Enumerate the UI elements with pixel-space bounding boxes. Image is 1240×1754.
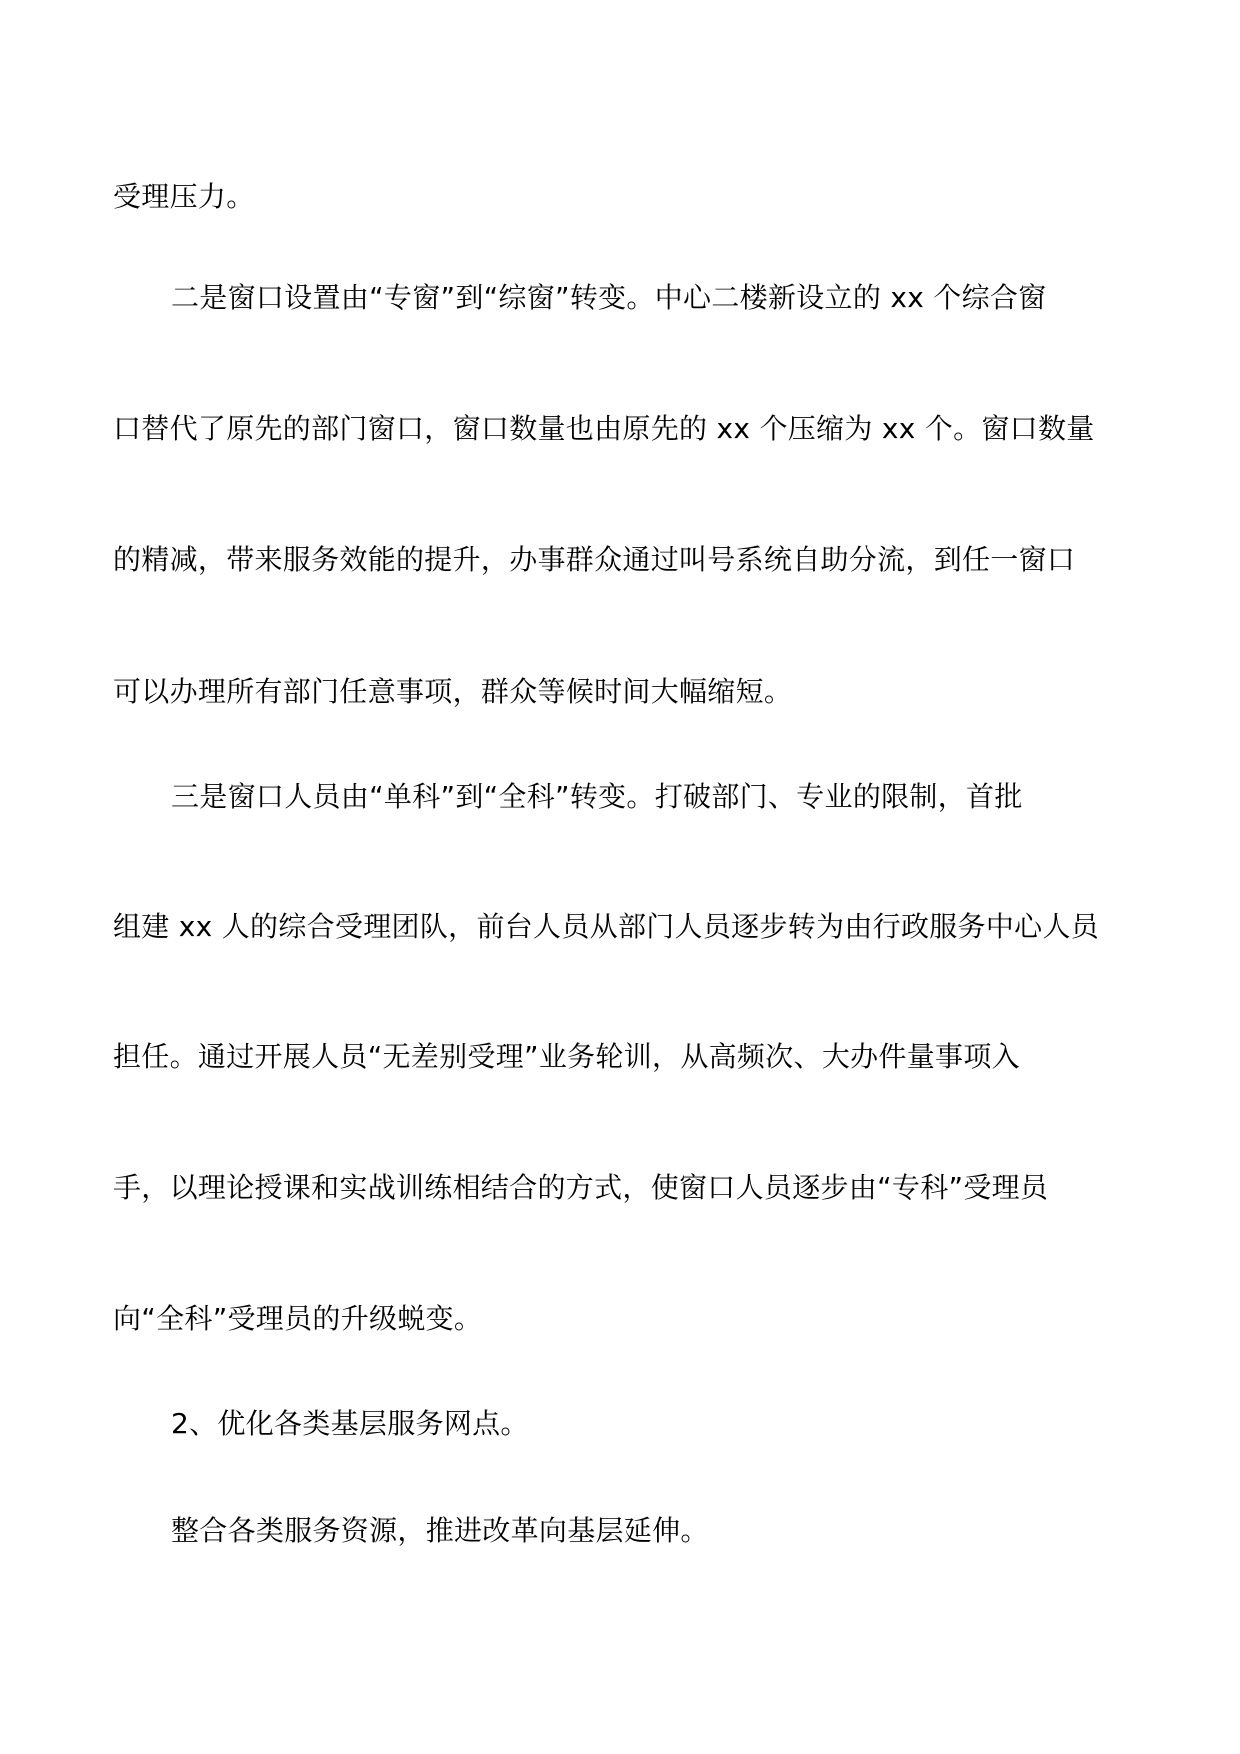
text-line: 可以办理所有部门任意事项，群众等候时间大幅缩短。: [113, 675, 793, 708]
text-line: 的精减，带来服务效能的提升，办事群众通过叫号系统自助分流，到任一窗口: [113, 543, 1076, 576]
text-line: 口替代了原先的部门窗口，窗口数量也由原先的 xx 个压缩为 xx 个。窗口数量: [113, 412, 1095, 445]
text-line: 手，以理论授课和实战训练相结合的方式，使窗口人员逐步由“专科”受理员: [113, 1171, 1049, 1204]
text-line: 整合各类服务资源，推进改革向基层延伸。: [171, 1514, 709, 1547]
section-heading: 2、优化各类基层服务网点。: [171, 1407, 529, 1440]
text-line: 组建 xx 人的综合受理团队，前台人员从部门人员逐步转为由行政服务中心人员: [113, 910, 1100, 943]
text-line: 三是窗口人员由“单科”到“全科”转变。打破部门、专业的限制，首批: [171, 780, 1023, 813]
text-line: 担任。通过开展人员“无差别受理”业务轮训，从高频次、大办件量事项入: [113, 1040, 1020, 1073]
text-line: 向“全科”受理员的升级蜕变。: [113, 1302, 483, 1335]
text-line: 受理压力。: [113, 180, 255, 213]
text-line: 二是窗口设置由“专窗”到“综窗”转变。中心二楼新设立的 xx 个综合窗: [171, 281, 1047, 314]
